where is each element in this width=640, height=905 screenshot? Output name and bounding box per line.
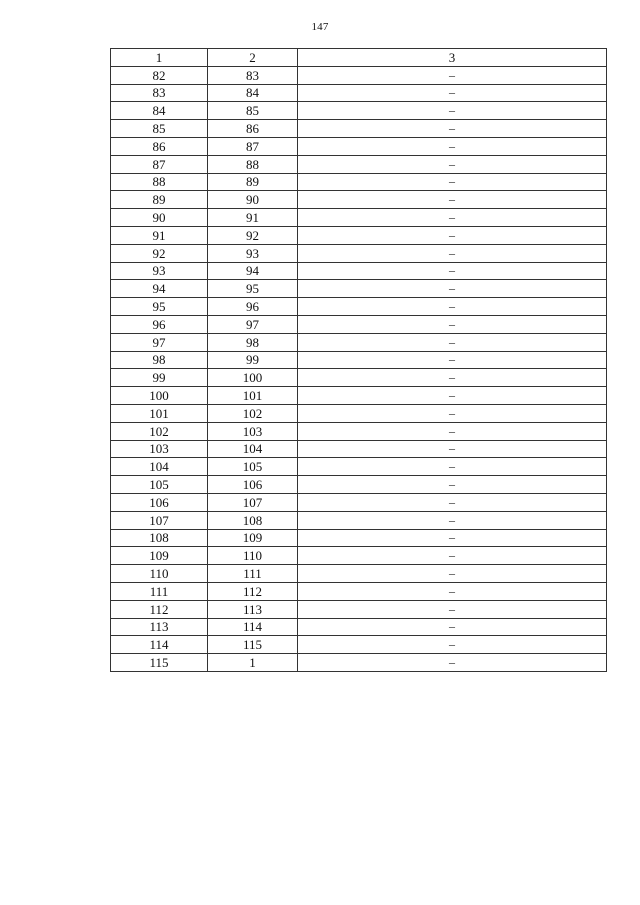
table-cell-col-1: 105: [111, 476, 208, 494]
table-cell-col-1: 95: [111, 298, 208, 316]
table-cell-col-1: 94: [111, 280, 208, 298]
table-cell-col-3: –: [298, 422, 607, 440]
table-row: [111, 120, 607, 138]
table-row: [111, 547, 607, 565]
table-cell-col-3: –: [298, 404, 607, 422]
table-cell-col-3: –: [298, 262, 607, 280]
table-header-row: [111, 49, 607, 67]
table-row: [111, 244, 607, 262]
table-row: [111, 66, 607, 84]
table-cell-col-1: 113: [111, 618, 208, 636]
table-cell-col-3: –: [298, 333, 607, 351]
table-cell-col-2: 99: [208, 351, 298, 369]
table-cell-col-1: 110: [111, 565, 208, 583]
table-cell-col-1: 85: [111, 120, 208, 138]
table-cell-col-1: 84: [111, 102, 208, 120]
table-row: [111, 529, 607, 547]
table-cell-col-1: 96: [111, 315, 208, 333]
table-row: [111, 315, 607, 333]
table-cell-col-3: –: [298, 209, 607, 227]
table-cell-col-1: 97: [111, 333, 208, 351]
table-cell-col-3: –: [298, 440, 607, 458]
table-row: [111, 155, 607, 173]
table-row: [111, 511, 607, 529]
table-cell-col-2: 109: [208, 529, 298, 547]
table-row: [111, 280, 607, 298]
table-row: [111, 654, 607, 672]
table-cell-col-3: –: [298, 120, 607, 138]
table-row: [111, 582, 607, 600]
table-cell-col-3: –: [298, 351, 607, 369]
table-cell-col-3: –: [298, 226, 607, 244]
data-table: [110, 48, 607, 672]
table-cell-col-3: –: [298, 458, 607, 476]
table-cell-col-3: –: [298, 244, 607, 262]
table-cell-col-2: 85: [208, 102, 298, 120]
table-cell-col-2: 108: [208, 511, 298, 529]
table-cell-col-2: 107: [208, 493, 298, 511]
table-cell-col-2: 97: [208, 315, 298, 333]
table-body: [111, 66, 607, 671]
table-row: [111, 458, 607, 476]
table-cell-col-1: 106: [111, 493, 208, 511]
table-cell-col-3: –: [298, 600, 607, 618]
table-cell-col-1: 92: [111, 244, 208, 262]
table-row: [111, 636, 607, 654]
table-cell-col-2: 106: [208, 476, 298, 494]
table-cell-col-3: –: [298, 565, 607, 583]
table-cell-col-2: 103: [208, 422, 298, 440]
table-cell-col-3: –: [298, 387, 607, 405]
table-cell-col-2: 102: [208, 404, 298, 422]
table-cell-col-1: 98: [111, 351, 208, 369]
table-cell-col-3: –: [298, 155, 607, 173]
table-cell-col-1: 108: [111, 529, 208, 547]
table-cell-col-1: 83: [111, 84, 208, 102]
table-cell-col-2: 87: [208, 137, 298, 155]
column-header-3: 3: [298, 49, 607, 67]
column-header-2: 2: [208, 49, 298, 67]
table-cell-col-2: 112: [208, 582, 298, 600]
page-number: 147: [311, 21, 329, 33]
table-cell-col-3: –: [298, 137, 607, 155]
table-cell-col-2: 96: [208, 298, 298, 316]
table-row: [111, 173, 607, 191]
table-cell-col-1: 91: [111, 226, 208, 244]
table-cell-col-3: –: [298, 511, 607, 529]
table-row: [111, 102, 607, 120]
table-cell-col-1: 101: [111, 404, 208, 422]
table-row: [111, 298, 607, 316]
table-cell-col-1: 114: [111, 636, 208, 654]
table-row: [111, 440, 607, 458]
table-cell-col-2: 94: [208, 262, 298, 280]
table-row: [111, 422, 607, 440]
table-row: [111, 262, 607, 280]
table-cell-col-2: 100: [208, 369, 298, 387]
table-cell-col-3: –: [298, 547, 607, 565]
table-cell-col-2: 1: [208, 654, 298, 672]
table-cell-col-2: 91: [208, 209, 298, 227]
table-cell-col-1: 107: [111, 511, 208, 529]
table-cell-col-3: –: [298, 173, 607, 191]
table-cell-col-3: –: [298, 102, 607, 120]
table-cell-col-3: –: [298, 636, 607, 654]
table-cell-col-2: 105: [208, 458, 298, 476]
table-cell-col-1: 82: [111, 66, 208, 84]
table-row: [111, 191, 607, 209]
table-cell-col-1: 102: [111, 422, 208, 440]
table-cell-col-3: –: [298, 298, 607, 316]
table-cell-col-2: 104: [208, 440, 298, 458]
table-cell-col-2: 111: [208, 565, 298, 583]
table-cell-col-1: 86: [111, 137, 208, 155]
table-cell-col-1: 89: [111, 191, 208, 209]
table-cell-col-1: 100: [111, 387, 208, 405]
table-cell-col-1: 103: [111, 440, 208, 458]
table-cell-col-3: –: [298, 654, 607, 672]
table-row: [111, 369, 607, 387]
table-row: [111, 333, 607, 351]
table-cell-col-2: 95: [208, 280, 298, 298]
table-cell-col-2: 101: [208, 387, 298, 405]
table-cell-col-3: –: [298, 529, 607, 547]
table-cell-col-3: –: [298, 582, 607, 600]
table-cell-col-3: –: [298, 493, 607, 511]
table-cell-col-2: 113: [208, 600, 298, 618]
table-cell-col-1: 93: [111, 262, 208, 280]
table-cell-col-3: –: [298, 191, 607, 209]
table-cell-col-3: –: [298, 315, 607, 333]
table-cell-col-1: 90: [111, 209, 208, 227]
table-cell-col-3: –: [298, 618, 607, 636]
table-cell-col-1: 88: [111, 173, 208, 191]
table-cell-col-2: 83: [208, 66, 298, 84]
table-cell-col-2: 84: [208, 84, 298, 102]
table-cell-col-2: 93: [208, 244, 298, 262]
column-header-1: 1: [111, 49, 208, 67]
table-cell-col-2: 98: [208, 333, 298, 351]
table-row: [111, 226, 607, 244]
table-cell-col-2: 88: [208, 155, 298, 173]
table-cell-col-2: 92: [208, 226, 298, 244]
table-cell-col-1: 109: [111, 547, 208, 565]
table-cell-col-3: –: [298, 84, 607, 102]
table-cell-col-3: –: [298, 66, 607, 84]
table-row: [111, 476, 607, 494]
table-cell-col-1: 87: [111, 155, 208, 173]
table-row: [111, 387, 607, 405]
table-cell-col-2: 115: [208, 636, 298, 654]
table-cell-col-2: 90: [208, 191, 298, 209]
table-row: [111, 404, 607, 422]
table-row: [111, 209, 607, 227]
table-cell-col-1: 99: [111, 369, 208, 387]
table-cell-col-3: –: [298, 476, 607, 494]
table-cell-col-2: 114: [208, 618, 298, 636]
table-row: [111, 493, 607, 511]
table-cell-col-2: 89: [208, 173, 298, 191]
table-row: [111, 84, 607, 102]
table-cell-col-1: 115: [111, 654, 208, 672]
table-row: [111, 618, 607, 636]
table-cell-col-3: –: [298, 369, 607, 387]
table-row: [111, 137, 607, 155]
table-cell-col-1: 104: [111, 458, 208, 476]
table-cell-col-2: 110: [208, 547, 298, 565]
table-row: [111, 600, 607, 618]
table-row: [111, 565, 607, 583]
table-cell-col-3: –: [298, 280, 607, 298]
table-cell-col-1: 112: [111, 600, 208, 618]
table-row: [111, 351, 607, 369]
table-cell-col-1: 111: [111, 582, 208, 600]
table-cell-col-2: 86: [208, 120, 298, 138]
